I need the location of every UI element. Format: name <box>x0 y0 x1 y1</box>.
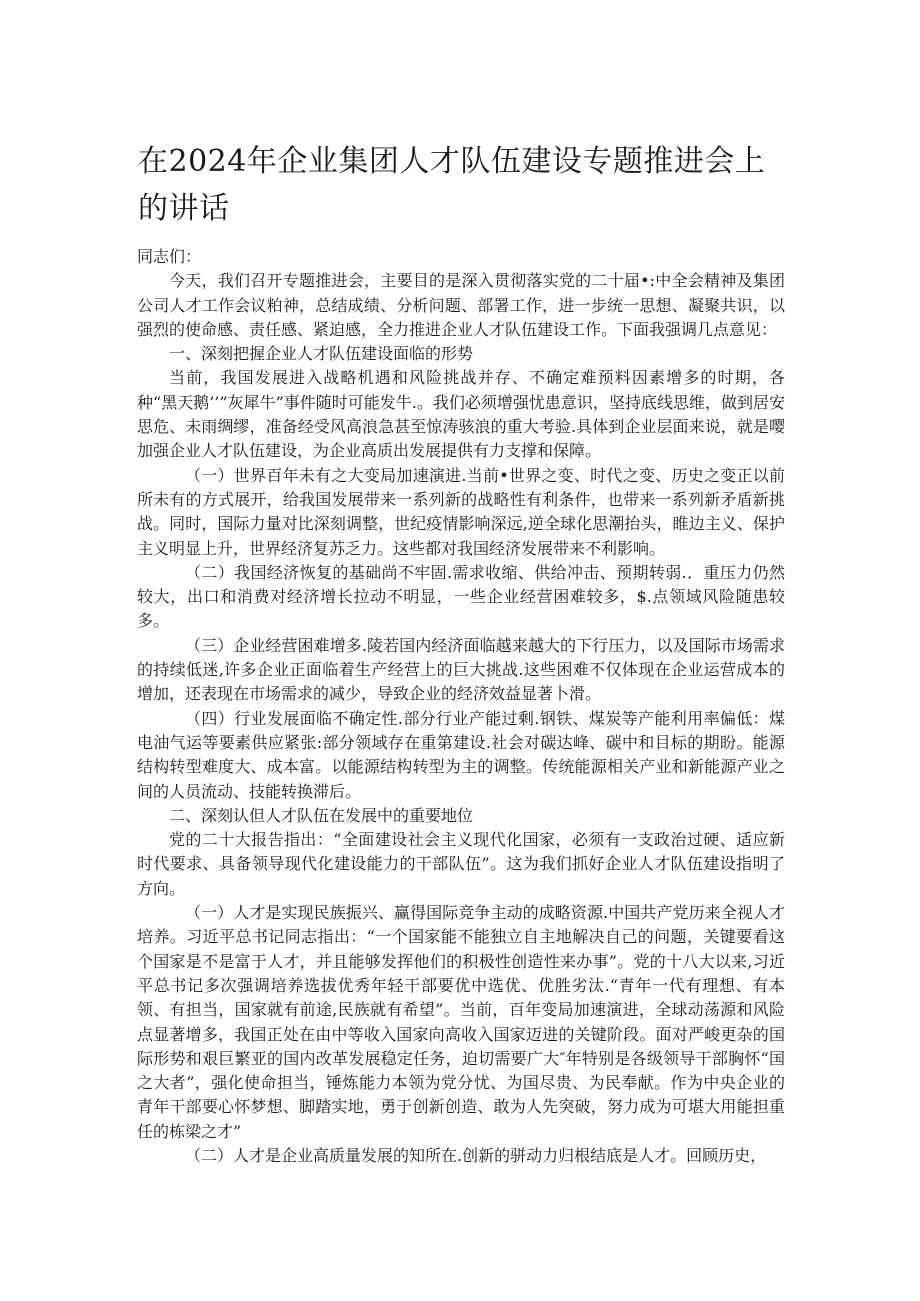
salutation: 同志们： <box>137 247 202 266</box>
subsection-paragraph: （三）企业经营困难增多.陵若国内经济面临越来越大的下行压力，以及国际市场需求的持续低迷,许多企业正面临着生产经营上的巨大挑战.这些困难不仅体现在企业运营成本的增加，还表现在市场需求的减少，导致企业的经济效益显著卜滑。 <box>137 635 785 704</box>
paragraph: 党的二十大报告指出：“全面建设社会主义现代化国家，必须有一支政治过硬、适应新时代要求、具备领导现代化建设能力的干部队伍”。这为我们抓好企业人才队伍建设指明了方向。 <box>137 830 785 898</box>
subsection-paragraph: （一）世界百年未有之大变局加速演进.当前•世界之变、时代之变、历史之变正以前所未有的方式展开，给我国发展带来一系列新的战略性有利条件，也带来一系列新矛盾新挑战。同时，国际力量对比深刻调整，世纪疫情影响深远,逆全球化思潮抬头，睢边主义、保护主义明显上升，世界经济复苏乏力。这些都对我国经济发展带来不利影响。 <box>137 465 785 558</box>
subsection-paragraph: （二）我国经济恢复的基础尚不牢固.需求收缩、供给冲击、预期转弱.．重压力仍然较大，出口和消费对经济增长拉动不明显，一些企业经营困难较多，$.点领域风险随患较多。 <box>137 562 785 631</box>
subsection-paragraph: （四）行业发展面临不确定性.部分行业产能过剩.钢铁、煤炭等产能利用率偏低：煤电油气运等要素供应紧张:部分领域存在重第建设.社会对碳达峰、碳中和目标的期盼。能源结构转型难度大、成本富。以能源结构转型为主的调整。传统能源相关产业和新能源产业之间的人员流动、技能转换滞后。 <box>137 708 785 801</box>
section-heading-1: 一、深刻把握企业人才队伍建设面临的形势 <box>169 344 474 364</box>
section-heading-2: 二、深刻认但人才队伍在发展中的重要地位 <box>169 805 474 825</box>
document-body <box>137 245 785 1168</box>
document-title: 在2024年企业集团人才队伍建设专题推进会上的讲话 <box>138 144 766 226</box>
paragraph-intro: 今天，我们召开专题推进会，主要目的是深入贯彻落实党的二十届•:中全会精神及集团公司人才工作会议粕神，总结成绩、分析问题、部署工作，进一步统一思想、凝聚共识，以强烈的使命感、责任感、紧迫感，全力推进企业人才队伍建设工作。下面我强调几点意见： <box>137 271 785 339</box>
subsection-paragraph: （二）人才是企业高质量发展的知所在.创新的骈动力归根结底是人才。回顾历史， <box>185 1145 767 1165</box>
subsection-paragraph: （一）人才是实现民族振兴、赢得国际竞争主动的成略资源.中国共产党历来全视人才培养。习近平总书记同志指出：“一个国家能不能独立自主地解决自己的问题，关键要看这个国家是不是富于人才，并且能够发挥他们的积极性创造性来办事”。党的十八大以来,习近平总书记多次强调培养选拔优秀年轻干部要优中选优、优胜劣汰.“青年一代有理想、有本领、有担当，国家就有前途,民族就有希望”。当前，百年变局加速演进，全球动荡源和风险点显著增多，我国正处在由中等收入国家向高收入国家迈进的关键阶段。面对严峻更杂的国际形势和艰巨繁亚的国内改革发展稳定任务，迫切需要广大″年特别是各级领导干部胸怀“国之大者”，强化使命担当，锤炼能力本领为党分忧、为国尽贵、为民奉献。作为中央企业的青年干部要心怀梦想、脚踏实地，勇于创新创造、敢为人先突破，努力成为可堪大用能担重任的栋梁之才” <box>137 903 785 1141</box>
paragraph: 当前，我国发展进入战略机遇和风险挑战并存、不确定难预料因素增多的时期，各种“黑天鹅’’”灰犀牛”事件随时可能发牛.。我们必须增强忧患意识，坚持底线思维，做到居安思危、未雨绸缪，准备经受风高浪急甚至惊涛骇浪的重大考验.具体到企业层面来说，就是嘤加强企业人才队伍建设，为企业高质出发展提供有力支撑和保障。 <box>137 368 785 461</box>
